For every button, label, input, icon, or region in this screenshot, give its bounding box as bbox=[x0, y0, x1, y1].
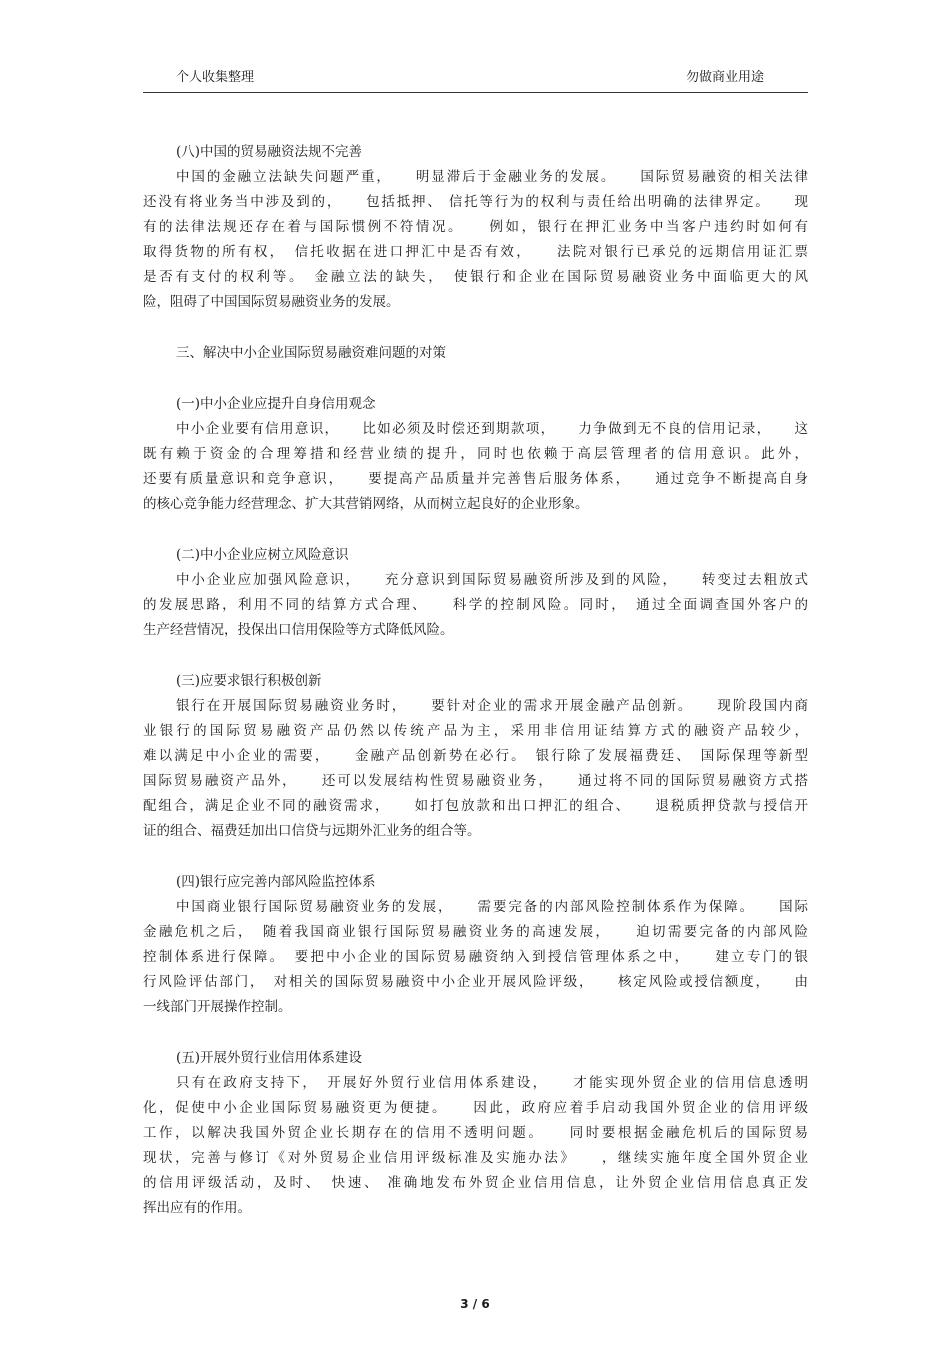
paragraph-line: 中小企业要有信用意识， 比如必须及时偿还到期款项， 力争做到无不良的信用记录， 这 bbox=[176, 421, 808, 437]
paragraph-line: 还要有质量意识和竞争意识， 要提高产品质量并完善售后服务体系， 通过竞争不断提高自身 bbox=[143, 471, 808, 487]
paragraph-line: 的核心竞争能力经营理念、扩大其营销网络，从而树立起良好的企业形象。 bbox=[143, 496, 589, 512]
section-heading: (五)开展外贸行业信用体系建设 bbox=[176, 1050, 363, 1066]
paragraph-line: 配组合，满足企业不同的融资需求， 如打包放款和出口押汇的组合、 退税质押贷款与授信开 bbox=[143, 798, 808, 814]
paragraph-line: 难以满足中小企业的需要， 金融产品创新势在必行。 银行除了发展福费廷、 国际保理等新型 bbox=[143, 748, 808, 764]
section bbox=[143, 1046, 808, 1221]
paragraph-line: 一线部门开展操作控制。 bbox=[143, 999, 292, 1015]
section-heading: (八)中国的贸易融资法规不完善 bbox=[176, 144, 363, 160]
paragraph-line: 中国的金融立法缺失问题严重， 明显滞后于金融业务的发展。 国际贸易融资的相关法律 bbox=[176, 169, 808, 185]
paragraph-line: 只有在政府支持下， 开展好外贸行业信用体系建设， 才能实现外贸企业的信用信息透明 bbox=[176, 1075, 808, 1091]
paragraph-line: 中国商业银行国际贸易融资业务的发展， 需要完备的内部风险控制体系作为保障。 国际 bbox=[176, 899, 808, 915]
paragraph-line: 有的法律法规还存在着与国际惯例不符情况。 例如，银行在押汇业务中当客户违约时如何有 bbox=[143, 219, 808, 235]
paragraph-line: 生产经营情况，投保出口信用保险等方式降低风险。 bbox=[143, 622, 454, 638]
paragraph-line: 中小企业应加强风险意识， 充分意识到国际贸易融资所涉及到的风险， 转变过去粗放式 bbox=[176, 572, 808, 588]
paragraph-line: 银行在开展国际贸易融资业务时， 要针对企业的需求开展金融产品创新。 现阶段国内商 bbox=[176, 698, 808, 714]
paragraph-line: 还没有将业务当中涉及到的， 包括抵押、 信托等行为的权利与责任给出明确的法律界定。 现 bbox=[143, 194, 808, 210]
section-heading: (二)中小企业应树立风险意识 bbox=[176, 547, 349, 563]
paragraph-line: 现状，完善与修订《对外贸易企业信用评级标准及实施办法》 ，继续实施年度全国外贸企业 bbox=[143, 1150, 808, 1166]
section bbox=[143, 392, 808, 517]
paragraph-line: 国际贸易融资产品外， 还可以发展结构性贸易融资业务， 通过将不同的国际贸易融资方式搭 bbox=[143, 773, 808, 789]
section-heading: 三、解决中小企业国际贸易融资难问题的对策 bbox=[176, 345, 446, 361]
paragraph-line: 挥出应有的作用。 bbox=[143, 1200, 251, 1216]
paragraph-line: 的信用评级活动，及时、 快速、 准确地发布外贸企业信用信息，让外贸企业信用信息真正发 bbox=[143, 1175, 808, 1191]
paragraph-line: 工作，以解决我国外贸企业长期存在的信用不透明问题。 同时要根据金融危机后的国际贸易 bbox=[143, 1125, 808, 1141]
section bbox=[143, 870, 808, 1020]
paragraph-line: 的发展思路，利用不同的结算方式合理、 科学的控制风险。同时， 通过全面调查国外客户的 bbox=[143, 597, 808, 613]
section-heading: (一)中小企业应提升自身信用观念 bbox=[176, 396, 376, 412]
section bbox=[143, 140, 808, 315]
paragraph-line: 险，阻碍了中国国际贸易融资业务的发展。 bbox=[143, 294, 400, 310]
section-heading: (四)银行应完善内部风险监控体系 bbox=[176, 874, 376, 890]
header-right-text: 勿做商业用途 bbox=[685, 70, 764, 85]
section bbox=[143, 341, 808, 366]
paragraph-line: 金融危机之后， 随着我国商业银行国际贸易融资业务的高速发展， 迫切需要完备的内部风险 bbox=[143, 924, 808, 940]
section bbox=[143, 669, 808, 844]
paragraph-line: 是否有支付的权利等。 金融立法的缺失， 使银行和企业在国际贸易融资业务中面临更大的风 bbox=[143, 269, 808, 285]
paragraph-line: 行风险评估部门， 对相关的国际贸易融资中小企业开展风险评级， 核定风险或授信额度， 由 bbox=[143, 974, 808, 990]
page-number: 3 / 6 bbox=[460, 1297, 490, 1311]
paragraph-line: 控制体系进行保障。 要把中小企业的国际贸易融资纳入到授信管理体系之中， 建立专门的银 bbox=[143, 949, 808, 965]
paragraph-line: 化，促使中小企业国际贸易融资更为便捷。 因此，政府应着手启动我国外贸企业的信用评级 bbox=[143, 1100, 808, 1116]
paragraph-line: 既有赖于资金的合理筹措和经营业绩的提升，同时也依赖于高层管理者的信用意识。此外， bbox=[143, 446, 808, 462]
paragraph-line: 业银行的国际贸易融资产品仍然以传统产品为主，采用非信用证结算方式的融资产品较少， bbox=[143, 723, 808, 739]
page-header bbox=[143, 66, 808, 93]
section-heading: (三)应要求银行积极创新 bbox=[176, 673, 322, 689]
document-body bbox=[143, 140, 808, 1247]
paragraph-line: 证的组合、福费廷加出口信贷与远期外汇业务的组合等。 bbox=[143, 823, 481, 839]
paragraph-line: 取得货物的所有权， 信托收据在进口押汇中是否有效， 法院对银行已承兑的远期信用证汇票 bbox=[143, 244, 808, 260]
section bbox=[143, 543, 808, 643]
header-left-text: 个人收集整理 bbox=[176, 70, 255, 85]
